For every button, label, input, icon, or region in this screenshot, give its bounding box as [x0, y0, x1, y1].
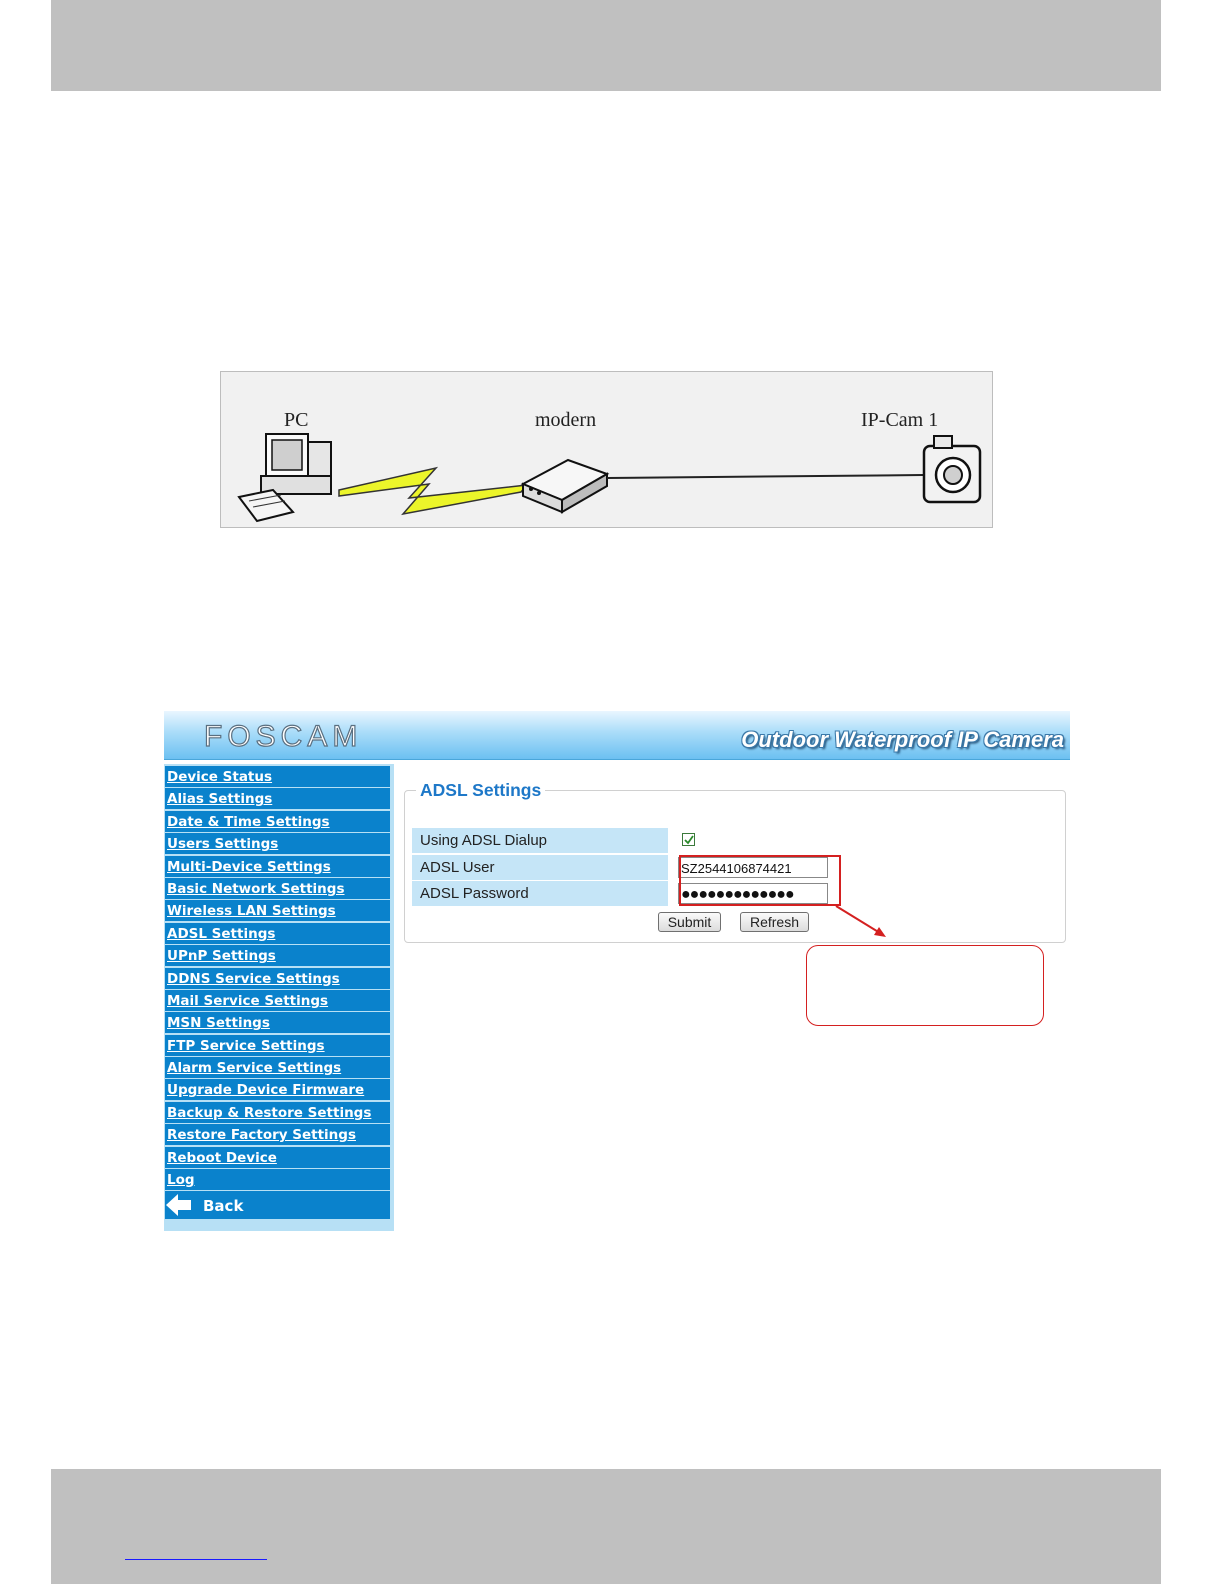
panel-title: ADSL Settings	[416, 780, 545, 801]
camera-icon	[924, 436, 980, 502]
pc-icon	[239, 434, 331, 521]
sidebar-item-ftp-service-settings[interactable]: FTP Service Settings	[165, 1035, 390, 1056]
camera-web-ui	[164, 711, 1070, 1231]
adsl-user-label: ADSL User	[412, 855, 668, 880]
topology-drawing	[221, 372, 992, 527]
sidebar-item-upgrade-device-firmware[interactable]: Upgrade Device Firmware	[165, 1079, 390, 1100]
sidebar-item-wireless-lan-settings[interactable]: Wireless LAN Settings	[165, 900, 390, 921]
sidebar-item-device-status[interactable]: Device Status	[165, 766, 390, 787]
sidebar-item-adsl-settings[interactable]: ADSL Settings	[165, 923, 390, 944]
cable-line	[607, 475, 923, 478]
sidebar-item-mail-service-settings[interactable]: Mail Service Settings	[165, 990, 390, 1011]
brand-logo: FOSCAM	[204, 720, 363, 753]
adsl-user-input[interactable]: SZ2544106874421	[678, 857, 828, 878]
network-topology-diagram	[220, 371, 993, 528]
back-label: Back	[203, 1197, 244, 1216]
product-tagline: Outdoor Waterproof IP Camera	[741, 727, 1064, 752]
refresh-button[interactable]: Refresh	[740, 912, 809, 932]
sidebar-item-date-time-settings[interactable]: Date & Time Settings	[165, 811, 390, 832]
footer-link-underline[interactable]	[125, 1559, 267, 1560]
camera-label: IP-Cam 1	[861, 409, 939, 431]
sidebar-item-alias-settings[interactable]: Alias Settings	[165, 788, 390, 809]
sidebar-item-reboot-device[interactable]: Reboot Device	[165, 1147, 390, 1168]
annotation-callout-box	[806, 945, 1044, 1026]
modem-icon	[523, 460, 607, 512]
submit-button[interactable]: Submit	[658, 912, 721, 932]
sidebar-item-msn-settings[interactable]: MSN Settings	[165, 1012, 390, 1033]
sidebar-item-users-settings[interactable]: Users Settings	[165, 833, 390, 854]
adsl-password-label: ADSL Password	[412, 881, 668, 906]
wireless-link-bolt	[339, 468, 527, 514]
page-footer-band	[51, 1469, 1161, 1584]
modem-label: modern	[535, 409, 597, 431]
sidebar-item-multi-device-settings[interactable]: Multi-Device Settings	[165, 856, 390, 877]
sidebar-item-restore-factory-settings[interactable]: Restore Factory Settings	[165, 1124, 390, 1145]
sidebar-item-ddns-service-settings[interactable]: DDNS Service Settings	[165, 968, 390, 989]
page-header-band	[51, 0, 1161, 91]
adsl-password-input[interactable]: ●●●●●●●●●●●●●	[678, 883, 828, 904]
sidebar-item-basic-network-settings[interactable]: Basic Network Settings	[165, 878, 390, 899]
sidebar-item-upnp-settings[interactable]: UPnP Settings	[165, 945, 390, 966]
pc-label: PC	[284, 409, 309, 431]
sidebar-item-backup-restore-settings[interactable]: Backup & Restore Settings	[165, 1102, 390, 1123]
sidebar-item-log[interactable]: Log	[165, 1169, 390, 1190]
sidebar-item-alarm-service-settings[interactable]: Alarm Service Settings	[165, 1057, 390, 1078]
using-adsl-label: Using ADSL Dialup	[412, 828, 668, 853]
